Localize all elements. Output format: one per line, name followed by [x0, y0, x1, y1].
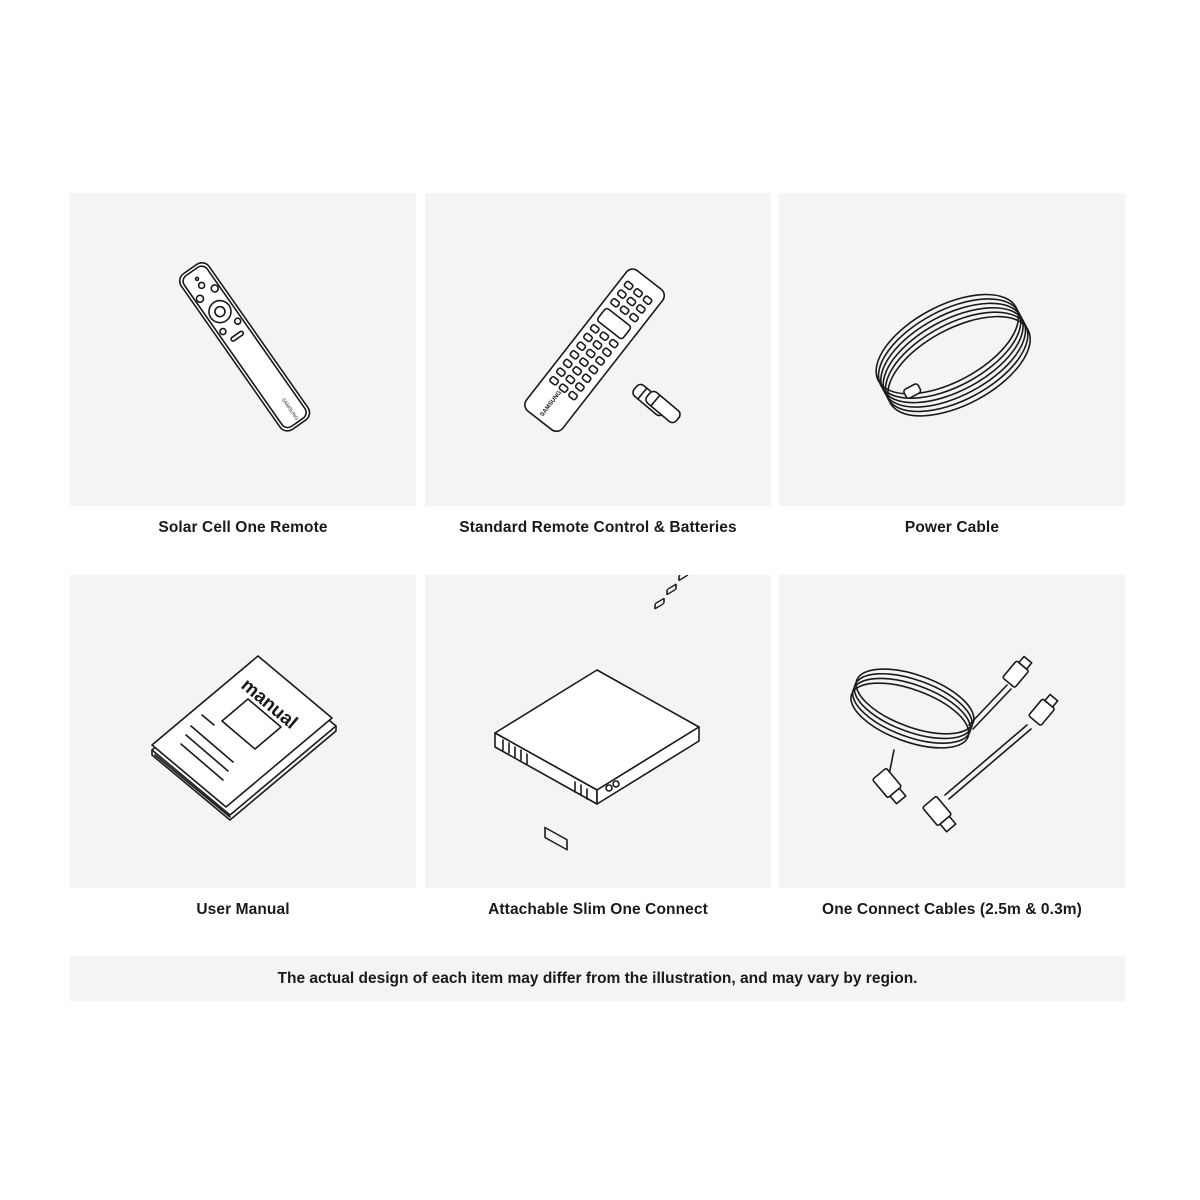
- disclaimer-note: The actual design of each item may differ from the illustration, and may vary by region.: [70, 956, 1125, 1001]
- power-cable-icon: [779, 193, 1125, 506]
- item-label: User Manual: [196, 901, 290, 918]
- item-one-connect-cables: [779, 575, 1125, 919]
- standard-remote-image: [425, 193, 771, 506]
- item-label: Power Cable: [904, 519, 1000, 536]
- item-slim-one-connect: [425, 575, 771, 919]
- item-label: Attachable Slim One Connect: [488, 901, 708, 918]
- item-label: Solar Cell One Remote: [158, 519, 328, 536]
- power-cable-image: [779, 193, 1125, 506]
- manual-title-text: manual: [236, 674, 302, 734]
- solar-remote-icon: [70, 193, 416, 506]
- remote-brand-text: SAMSUNG: [279, 397, 300, 422]
- one-connect-image: [425, 575, 771, 888]
- batteries-icon: [631, 382, 682, 424]
- item-label: Standard Remote Control & Batteries: [459, 519, 737, 536]
- standard-remote-icon: [425, 193, 771, 506]
- one-connect-box-icon: [425, 575, 771, 888]
- item-label: One Connect Cables (2.5m & 0.3m): [822, 901, 1082, 918]
- item-user-manual: [70, 575, 416, 919]
- manual-image: [70, 575, 416, 888]
- item-power-cable: [779, 193, 1125, 537]
- item-standard-remote: [425, 193, 771, 537]
- remote-brand-text: SAMSUNG: [539, 390, 564, 418]
- item-solar-cell-remote: [70, 193, 416, 537]
- one-connect-cables-icon: [779, 575, 1125, 888]
- one-connect-cables-image: [779, 575, 1125, 888]
- solar-remote-image: [70, 193, 416, 506]
- manual-icon: [70, 575, 416, 888]
